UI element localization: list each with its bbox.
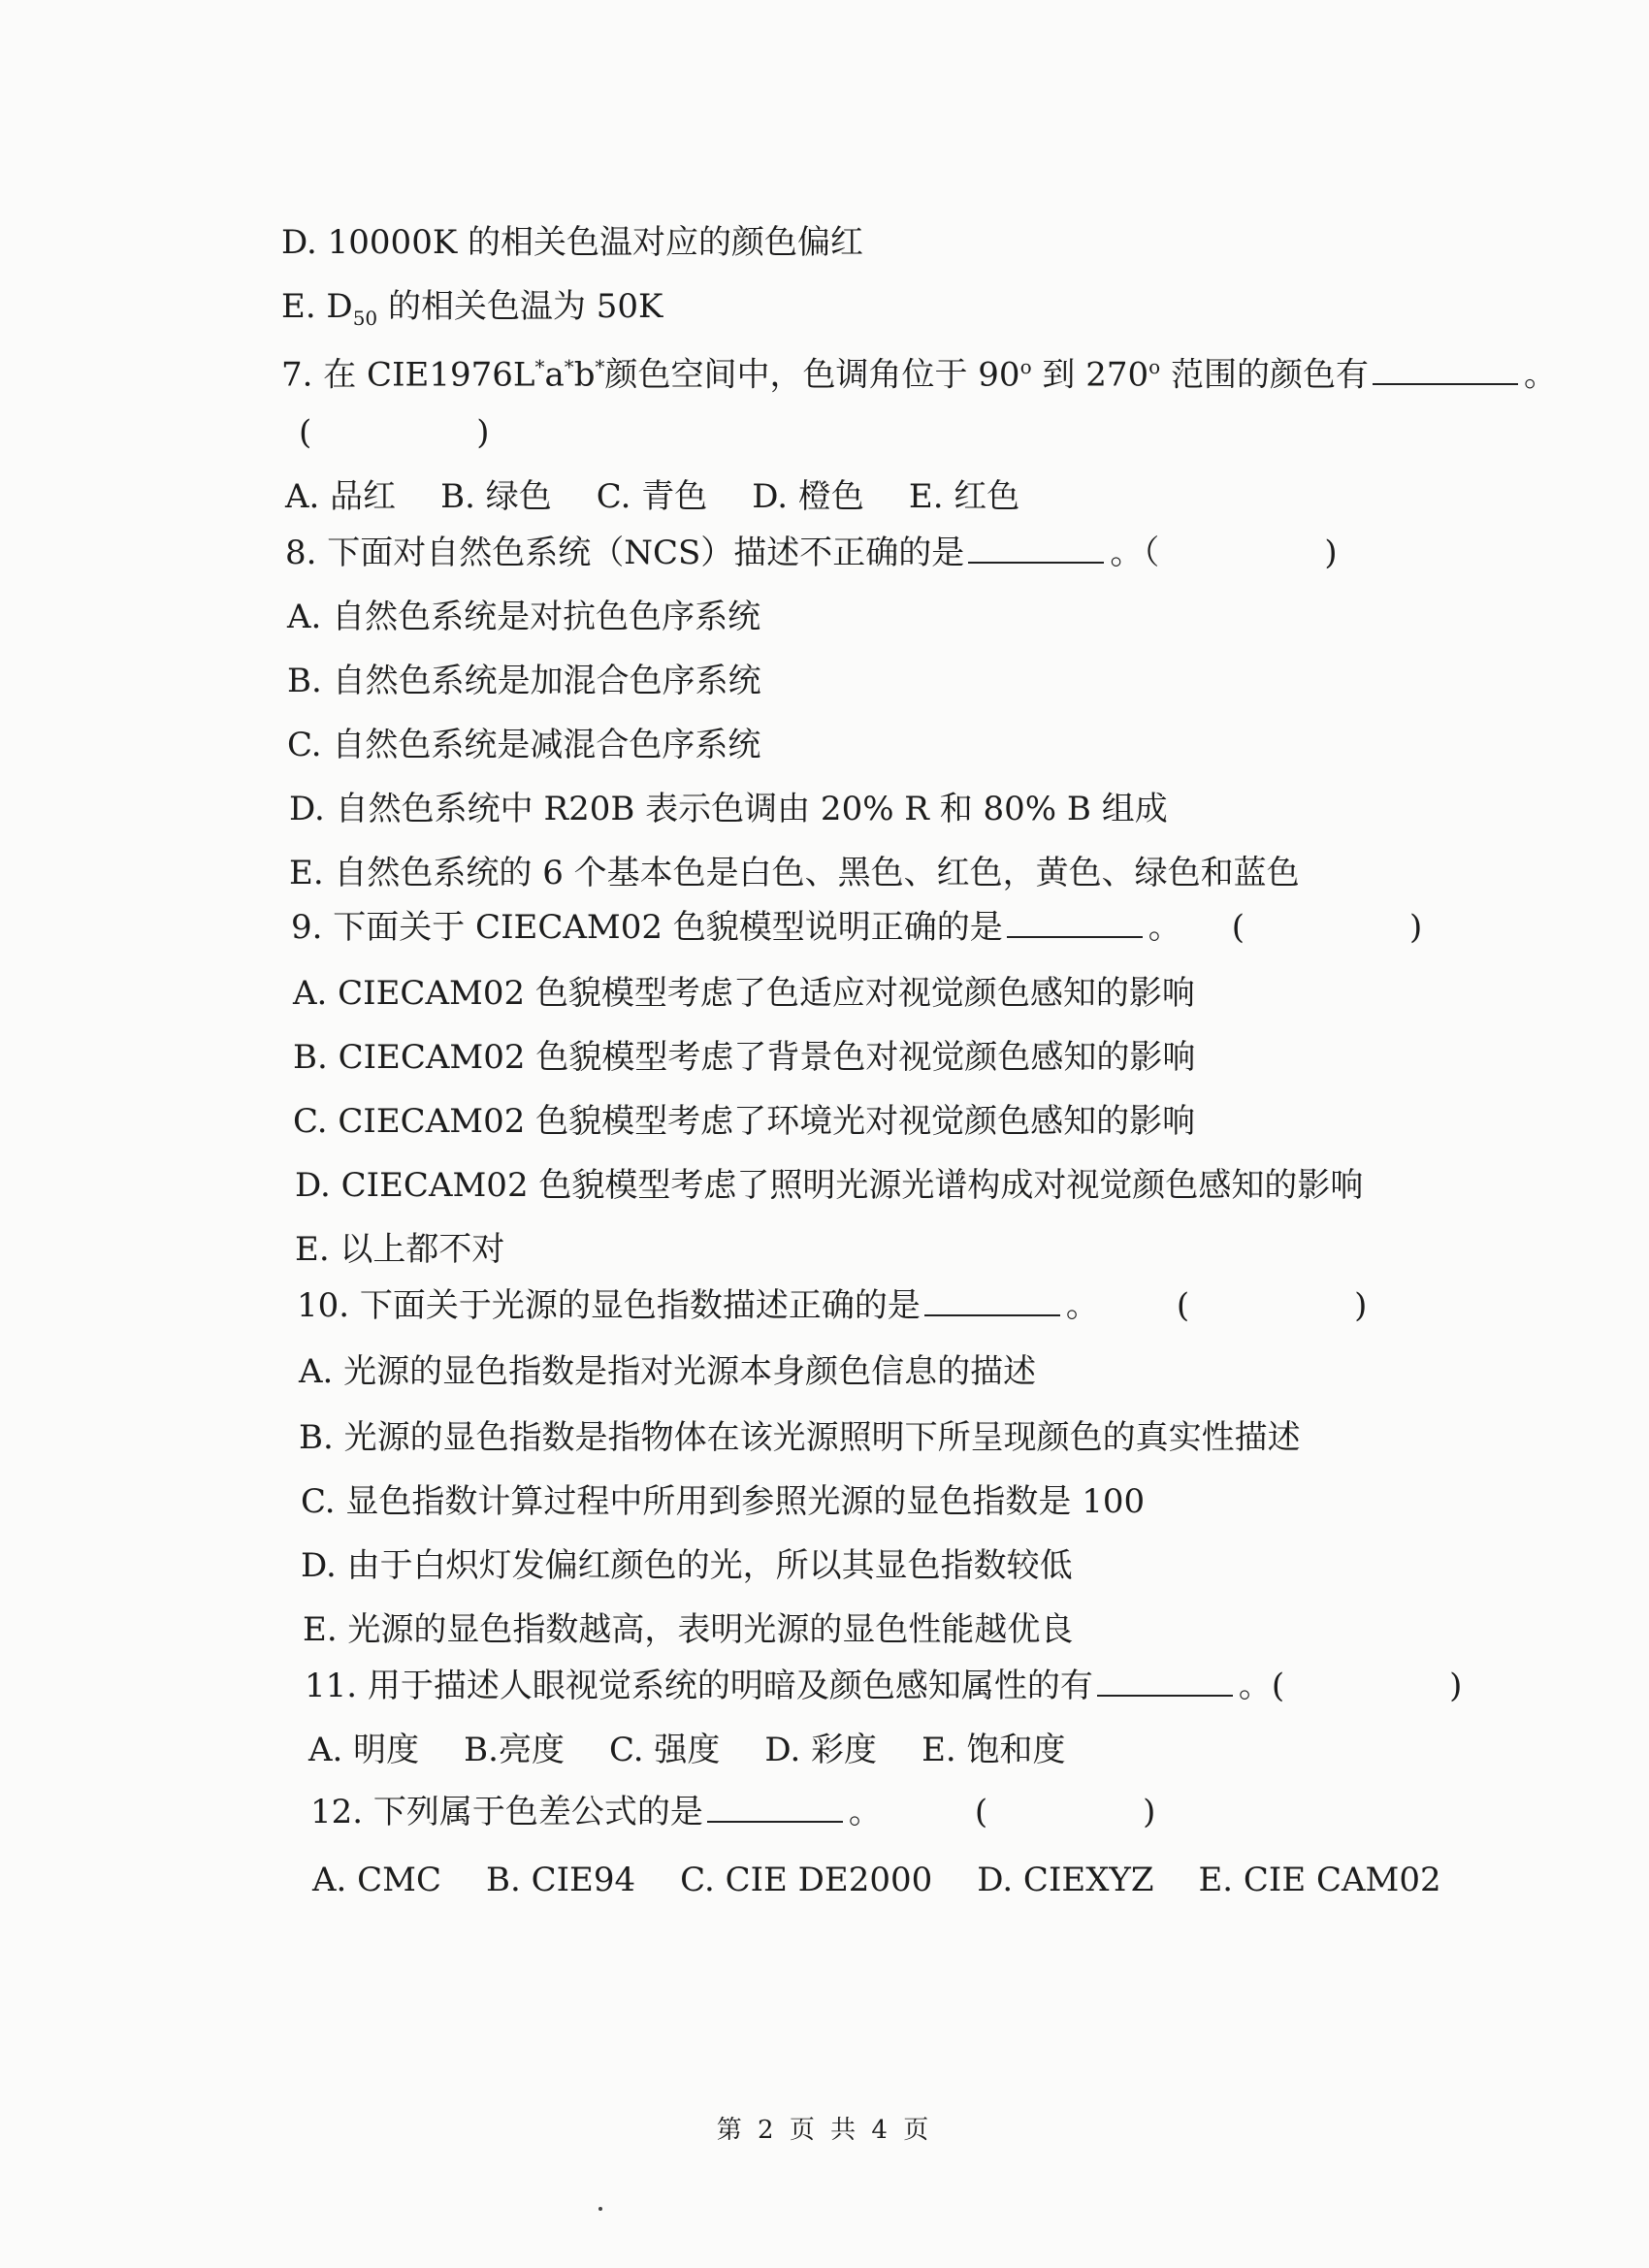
- q8-option-e: E. 自然色系统的 6 个基本色是白色、黑色、红色，黄色、绿色和蓝色: [289, 854, 1300, 892]
- q11-answer-blank[interactable]: [1097, 1666, 1233, 1697]
- q12-option: B. CIE94: [486, 1861, 636, 1899]
- q8-stem: [285, 532, 1338, 574]
- q11-option: B.亮度: [464, 1731, 565, 1769]
- q8-paren-close: ): [1324, 534, 1338, 572]
- q7-option: C. 青色: [596, 477, 708, 516]
- q10-option-d: D. 由于白炽灯发偏红颜色的光，所以其显色指数较低: [301, 1546, 1073, 1585]
- q12-stem: [310, 1791, 1155, 1833]
- q11-tail: 。(: [1238, 1667, 1285, 1705]
- q8-option-d: D. 自然色系统中 R20B 表示色调由 20% R 和 80% B 组成: [289, 790, 1168, 828]
- q8-option-a: A. 自然色系统是对抗色色序系统: [287, 598, 761, 636]
- q11-stem: [305, 1665, 1462, 1707]
- q9-tail: 。: [1148, 908, 1181, 947]
- q8-option-c: C. 自然色系统是减混合色序系统: [287, 726, 761, 764]
- q9-option-c: C. CIECAM02 色貌模型考虑了环境光对视觉颜色感知的影响: [293, 1102, 1196, 1141]
- q9-option-a: A. CIECAM02 色貌模型考虑了色适应对视觉颜色感知的影响: [293, 974, 1195, 1013]
- q8-tail: 。（: [1110, 534, 1160, 572]
- q11-option: E. 饱和度: [922, 1731, 1066, 1769]
- q6-option-e-sub: 50: [352, 306, 378, 330]
- q10-paren-close: ): [1354, 1286, 1368, 1325]
- q7-stem-e: 到 270: [1031, 355, 1149, 395]
- q7-sup-deg-2: o: [1148, 355, 1161, 378]
- q12-tail: 。: [848, 1793, 882, 1831]
- q11-option: D. 彩度: [764, 1731, 878, 1769]
- q12-option: D. CIEXYZ: [977, 1861, 1154, 1899]
- q11-option: A. 明度: [308, 1731, 420, 1769]
- q12-options: [312, 1859, 1486, 1901]
- q12-paren-open: (: [974, 1793, 988, 1831]
- q10-option-a: A. 光源的显色指数是指对光源本身颜色信息的描述: [299, 1352, 1037, 1391]
- q7-sup-1: *: [534, 355, 545, 378]
- q9-stem-text: 9. 下面关于 CIECAM02 色貌模型说明正确的是: [291, 908, 1003, 947]
- q7-option: B. 绿色: [440, 477, 552, 516]
- q7-stem-b: a: [544, 355, 565, 395]
- q9-option-b: B. CIECAM02 色貌模型考虑了背景色对视觉颜色感知的影响: [293, 1038, 1196, 1077]
- q7-option: E. 红色: [908, 477, 1020, 516]
- q7-option: D. 橙色: [752, 477, 864, 516]
- q9-answer-blank[interactable]: [1007, 907, 1143, 938]
- q6-option-d-text: D. 10000K 的相关色温对应的颜色偏红: [281, 223, 864, 262]
- q11-stem-text: 11. 用于描述人眼视觉系统的明暗及颜色感知属性的有: [305, 1667, 1093, 1705]
- q10-option-b: B. 光源的显色指数是指物体在该光源照明下所呈现颜色的真实性描述: [299, 1418, 1301, 1457]
- q8-answer-blank[interactable]: [968, 533, 1104, 564]
- q9-option-e: E. 以上都不对: [295, 1230, 505, 1269]
- q9-option-d: D. CIECAM02 色貌模型考虑了照明光源光谱构成对视觉颜色感知的影响: [295, 1166, 1364, 1205]
- q12-answer-blank[interactable]: [707, 1792, 843, 1823]
- q8-option-b: B. 自然色系统是加混合色序系统: [287, 662, 761, 700]
- q12-paren-close: ): [1143, 1793, 1156, 1831]
- q10-option-c: C. 显色指数计算过程中所用到参照光源的显色指数是 100: [301, 1482, 1146, 1521]
- q6-option-e-suffix: 的相关色温为 50K: [377, 287, 663, 326]
- q7-sup-deg-1: o: [1019, 355, 1032, 378]
- q6-option-d: [281, 221, 863, 264]
- q7-stem-c: b: [573, 355, 596, 395]
- q12-option: E. CIE CAM02: [1198, 1861, 1441, 1899]
- q11-paren-close: ): [1449, 1667, 1463, 1705]
- q7-paren: [299, 411, 490, 454]
- q7-options: [285, 475, 1064, 518]
- q7-stem-d: 颜色空间中，色调角位于 90: [604, 355, 1020, 395]
- q9-stem: [291, 906, 1422, 949]
- q12-option: C. CIE DE2000: [680, 1861, 933, 1899]
- q7-stem-f: 范围的颜色有: [1160, 355, 1369, 395]
- scan-speck: [598, 2207, 602, 2211]
- q10-option-e: E. 光源的显色指数越高，表明光源的显色性能越优良: [303, 1610, 1074, 1649]
- q9-paren-open: (: [1231, 908, 1245, 947]
- q12-option: A. CMC: [312, 1861, 442, 1899]
- q11-option: C. 强度: [608, 1731, 721, 1769]
- q10-paren-open: (: [1176, 1286, 1190, 1325]
- q6-option-e: [281, 285, 663, 340]
- q7-period: 。: [1523, 355, 1557, 395]
- q7-sup-2: *: [564, 355, 574, 378]
- q7-paren-open: (: [299, 413, 312, 452]
- q11-options: [308, 1729, 1111, 1771]
- q7-sup-3: *: [595, 355, 605, 378]
- q10-answer-blank[interactable]: [924, 1285, 1060, 1316]
- q10-stem-text: 10. 下面关于光源的显色指数描述正确的是: [297, 1286, 921, 1325]
- q7-answer-blank[interactable]: [1373, 354, 1518, 385]
- page-footer: 第 2 页 共 4 页: [716, 2116, 933, 2145]
- q6-option-e-prefix: E. D: [281, 287, 353, 326]
- q7-stem-a: 7. 在 CIE1976L: [281, 355, 535, 395]
- q8-stem-text: 8. 下面对自然色系统（NCS）描述不正确的是: [285, 534, 965, 572]
- q10-tail: 。: [1065, 1286, 1099, 1325]
- q9-paren-close: ): [1409, 908, 1423, 947]
- q7-stem: [281, 345, 1557, 396]
- q7-option: A. 品红: [285, 477, 397, 516]
- q10-stem: [297, 1284, 1367, 1327]
- q12-stem-text: 12. 下列属于色差公式的是: [310, 1793, 703, 1831]
- q7-paren-close: ): [476, 413, 490, 452]
